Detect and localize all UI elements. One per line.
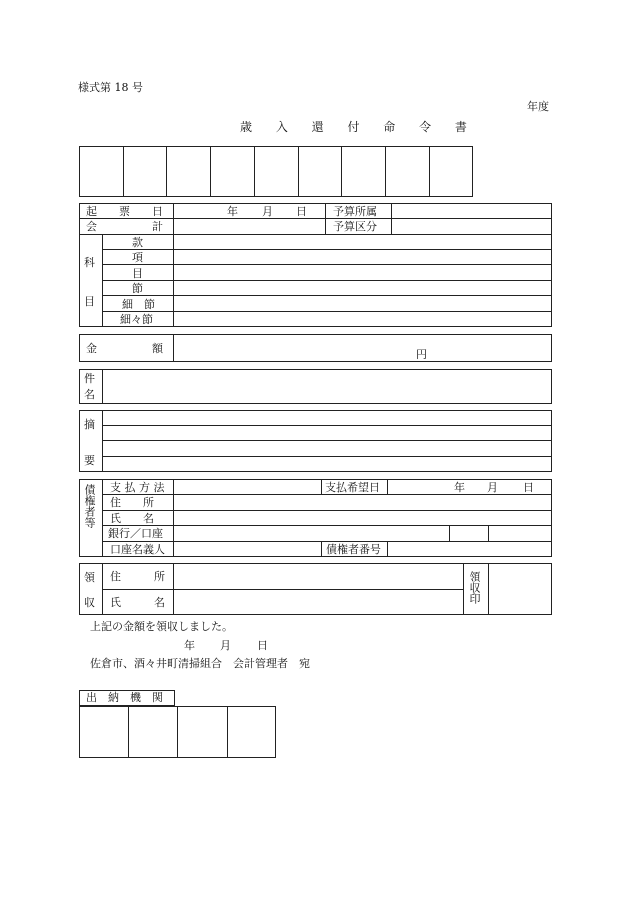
subject-label-1: 科: [84, 256, 95, 269]
date-month: 月: [262, 205, 273, 218]
desired-month: 月: [487, 481, 498, 494]
creditor-address-label: 住 所: [110, 496, 154, 509]
date-label: 起 票 日: [86, 205, 163, 218]
sub-item-saisetsu: 細 節: [122, 298, 155, 311]
footer-month: 月: [220, 639, 231, 652]
desired-date-label: 支払希望日: [325, 481, 380, 494]
sub-item-moku: 目: [132, 267, 143, 280]
account-label: 会 計: [86, 220, 163, 233]
subject-matter-label-1: 件: [84, 372, 95, 385]
date-year: 年: [227, 205, 238, 218]
sub-item-setsu: 節: [132, 282, 143, 295]
sub-item-saisaisetsu: 細々節: [120, 313, 153, 326]
budget-class-label: 予算区分: [333, 220, 377, 233]
subject-label-2: 目: [84, 295, 95, 308]
addressee-text: 佐倉市、酒々井町清掃組合 会計管理者 宛: [90, 657, 310, 670]
page-title: 歳 入 還 付 命 令 書: [240, 120, 477, 134]
account-holder-label: 口座名義人: [110, 543, 165, 556]
receipt-label-2: 収: [84, 596, 95, 609]
amount-label: 金 額: [86, 342, 163, 355]
date-day: 日: [296, 205, 307, 218]
sub-item-kou: 項: [132, 251, 143, 264]
desired-day: 日: [523, 481, 534, 494]
receipt-seal-label: 領収印: [468, 571, 481, 604]
budget-dept-label: 予算所属: [333, 205, 377, 218]
sub-item-kan: 款: [132, 236, 143, 249]
desired-year: 年: [454, 481, 465, 494]
subject-matter-row: [79, 369, 552, 404]
creditor-name-label: 氏 名: [110, 512, 154, 525]
treasury-label: 出 納 機 関: [86, 691, 163, 704]
receipt-name-label: 氏 名: [110, 596, 165, 609]
form-number: 様式第 18 号: [78, 81, 143, 94]
summary-label-1: 摘: [84, 418, 95, 431]
creditor-number-label: 債権者番号: [326, 543, 381, 556]
receipt-label-1: 領: [84, 571, 95, 584]
subject-matter-label-2: 名: [84, 388, 95, 401]
receipt-address-label: 住 所: [110, 570, 165, 583]
payment-method-label: 支 払 方 法: [110, 481, 165, 494]
bank-account-label: 銀行／口座: [108, 527, 163, 540]
fiscal-year-label: 年度: [527, 100, 549, 113]
creditor-group-label: 債権者等: [83, 484, 96, 528]
summary-label-2: 要: [84, 454, 95, 467]
footer-day: 日: [257, 639, 268, 652]
received-text: 上記の金額を領収しました。: [90, 620, 233, 633]
summary-box: [79, 410, 552, 472]
approval-stamp-grid: [79, 146, 473, 197]
footer-year: 年: [184, 639, 195, 652]
amount-unit: 円: [416, 348, 427, 361]
